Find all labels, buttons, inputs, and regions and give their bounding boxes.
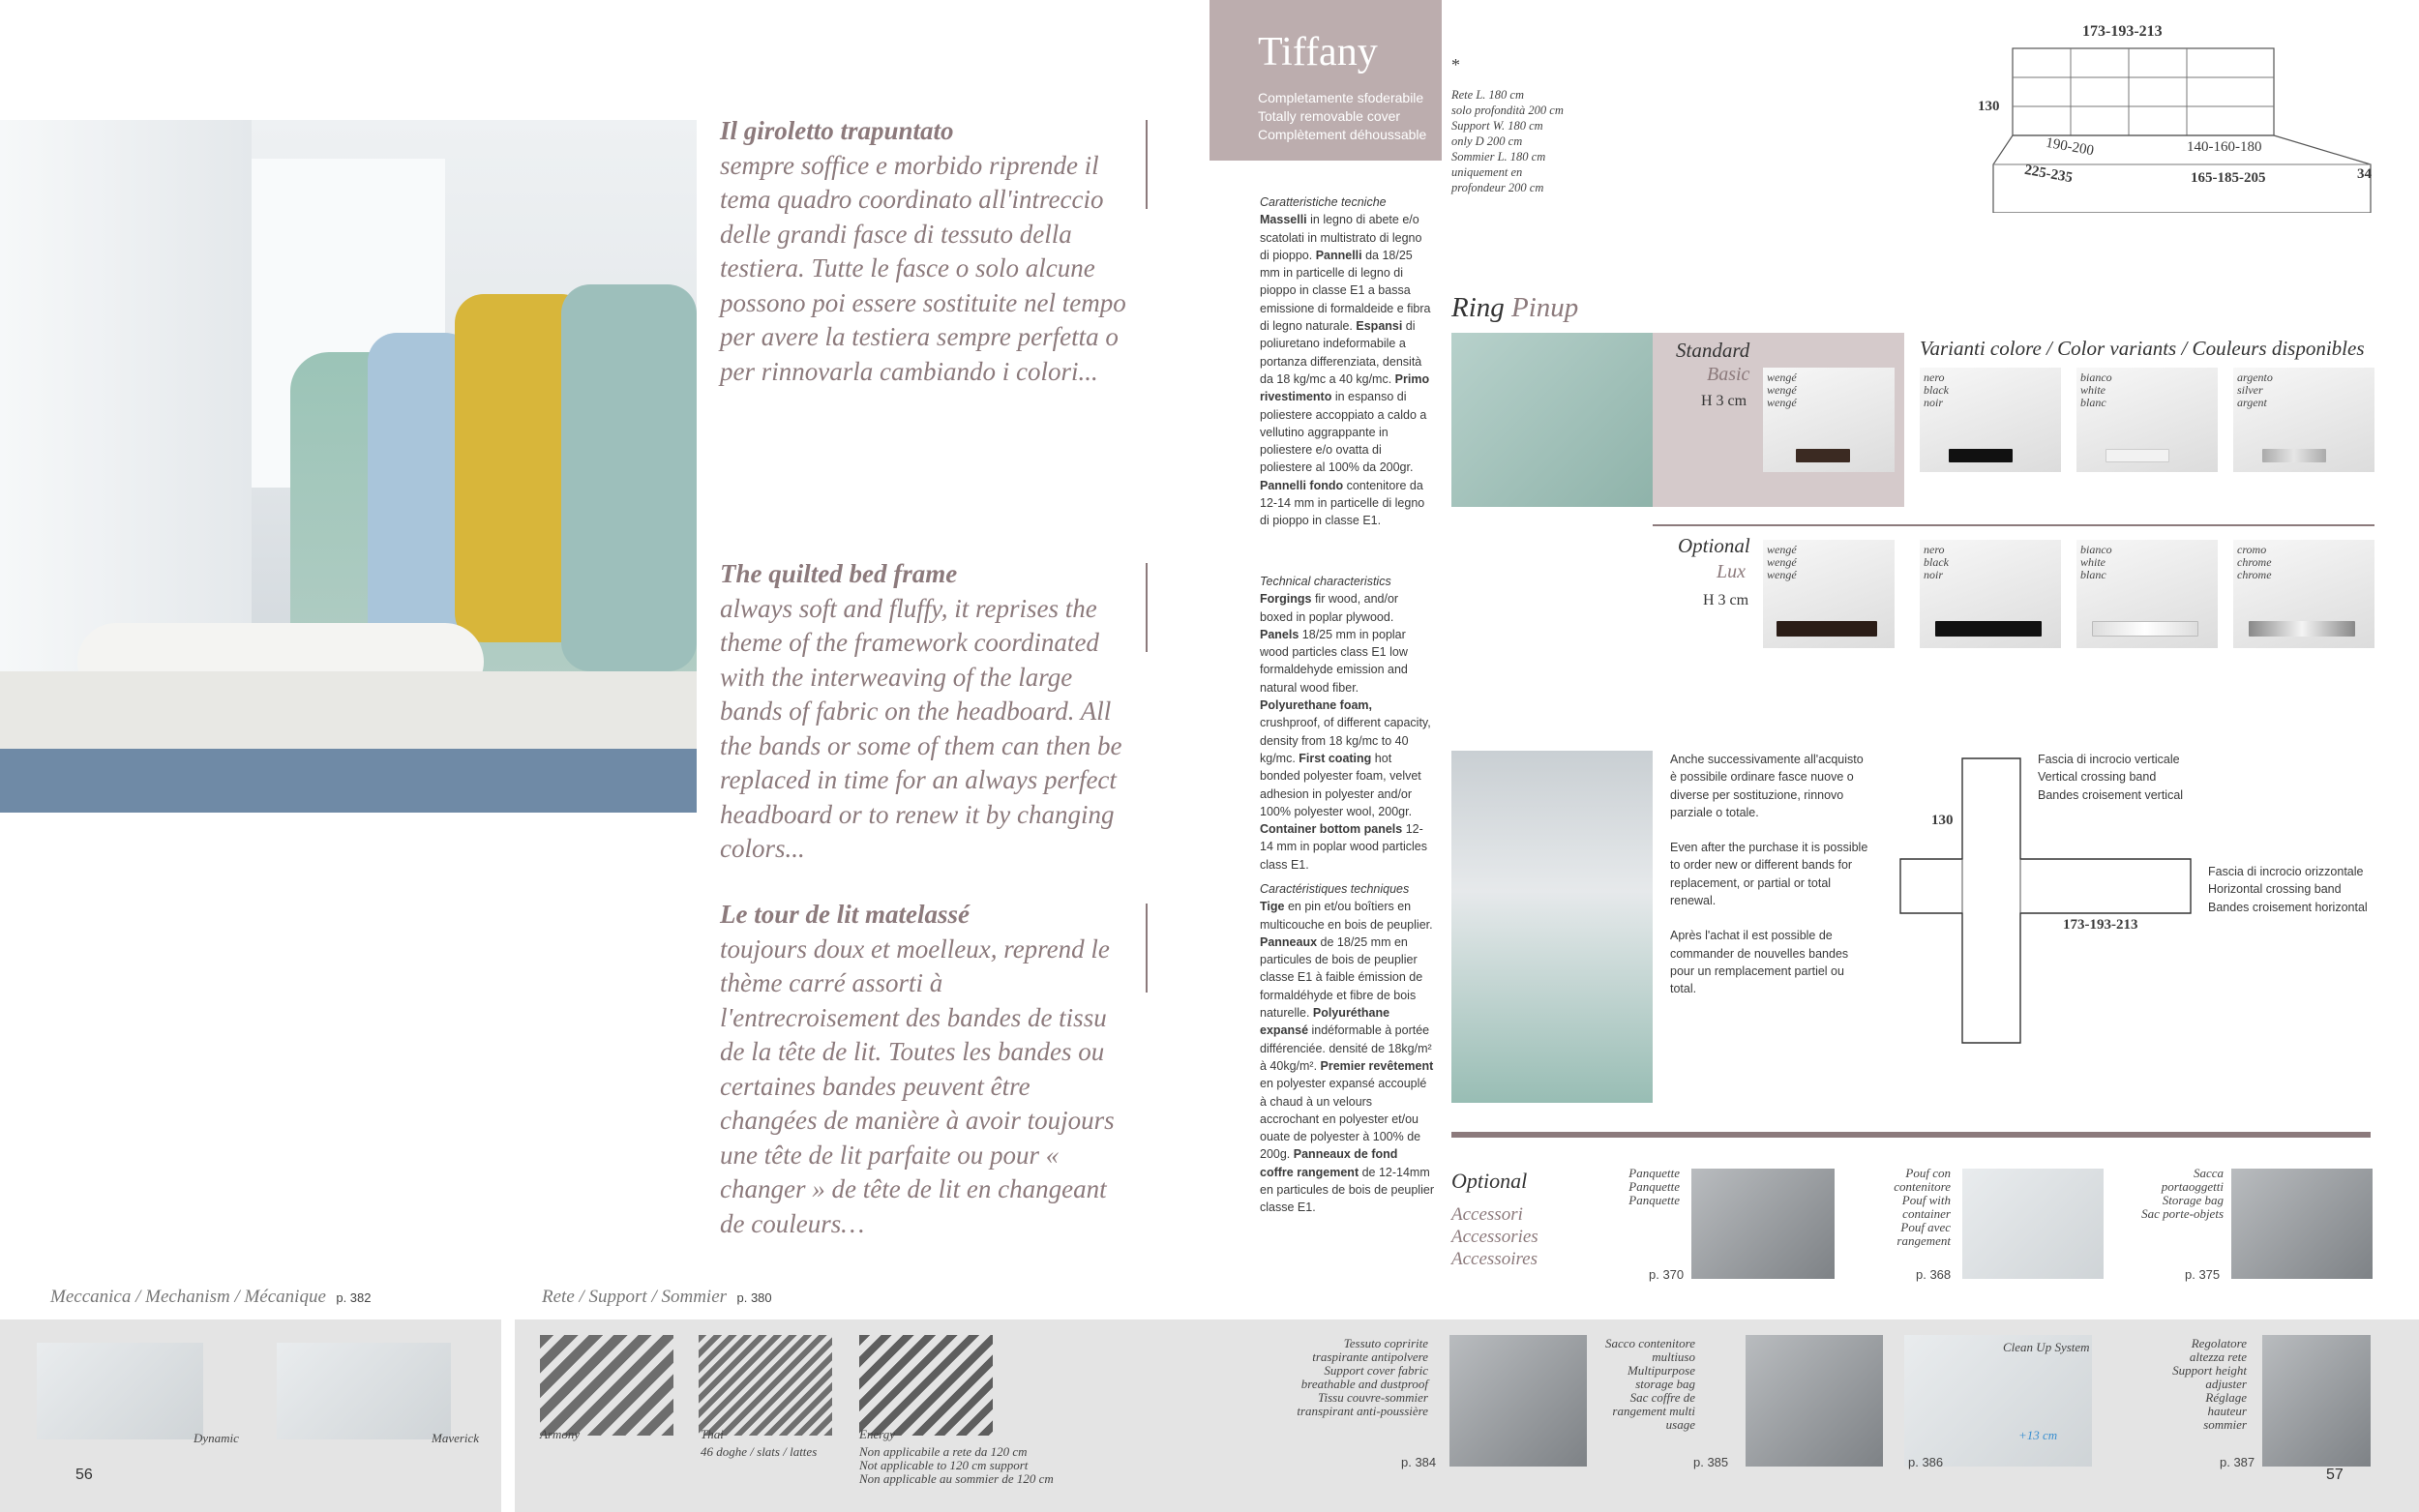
accessories-label: Accessori Accessories Accessoires: [1451, 1204, 1538, 1269]
intro-italian-body: sempre soffice e morbido riprende il tema quadro coordinato all'intreccio delle grandi fasce di tessuto della testiera. Tutte le fasce o solo alcune possono poi essere sostituite nel tempo per avere la testiera sempre perfetta o per rinnovarla cambiando i colori...: [720, 150, 1126, 386]
accessories-optional-label: Optional: [1451, 1169, 1528, 1193]
cross-height-label: 130: [1931, 813, 1954, 828]
mechanism-panel: [0, 1319, 501, 1512]
clean-up-system-image: [1904, 1335, 2092, 1467]
optional-swatch-chrome[interactable]: [2233, 540, 2374, 648]
removable-lines: [1258, 89, 1426, 144]
ring-pinup-photo: [1451, 333, 1653, 507]
panquette-image: [1691, 1169, 1835, 1279]
ring-model: Pinup: [1511, 292, 1579, 323]
intro-italian-title: Il giroletto trapuntato: [720, 116, 954, 145]
height-adjuster-caption: Regolatore altezza rete Support height adjuster Réglage hauteur sommier: [2172, 1336, 2247, 1432]
divider-line: [1146, 120, 1148, 209]
optional-label: Optional: [1678, 534, 1750, 557]
swatch-label: argento silver argent: [2237, 371, 2273, 409]
tech-french: [1260, 880, 1434, 1217]
optional-height: H 3 cm: [1703, 592, 1749, 608]
optional-swatch-white[interactable]: [2076, 540, 2218, 648]
mechanism-heading: [50, 1287, 372, 1308]
tech-italian-body: Masselli in legno di abete e/o scatolati in multistrato di legno di pioppo. Pannelli da 18/25 mm in particelle di legno di pioppo in classe E1 a bassa emissione di formaldeide e fibra di legno naturale. Espansi di poliuretano indeformabile a portanza differenziata, densità da 18 kg/mc a 40 kg/mc. Primo rivestimento in espanso di poliestere accoppiato a caldo a vellutino aggrappante in poliestere e/o ovatta di poliestere al 100% da 200gr. Pannelli fondo contenitore da 12-14 mm in particelle di legno di pioppo in classe E1.: [1260, 213, 1431, 528]
standard-type: Basic: [1707, 364, 1750, 385]
clean-up-page: p. 386: [1908, 1455, 1944, 1469]
swatch-label: bianco white blanc: [2080, 543, 2112, 581]
energy-slats-image: [859, 1335, 993, 1436]
energy-label: Energy: [859, 1427, 896, 1441]
support-cover-page: p. 384: [1401, 1455, 1437, 1469]
divider-line: [1146, 904, 1148, 993]
ring-label: Ring: [1451, 292, 1505, 323]
optional-type: Lux: [1717, 561, 1746, 582]
tech-french-body: Tige en pin et/ou boîtiers en multicouche en bois de peuplier. Panneaux de 18/25 mm en particules de bois de peuplier classe E1 à faible émission de formaldéhyde et fibre de bois naturelle. Polyuréthane expansé indéformable à portée différenciée. densité de 18kg/m² à 40kg/m². Premier revêtement en polyester expansé accouplé à chaud à un velours accrochant en polyester et/ou ouate de polyester à 100% de 200g. Panneaux de fond coffre rangement de 12-14mm en particules de bois de peuplier classe E1.: [1260, 900, 1434, 1215]
horizontal-band-label: Fascia di incrocio orizzontale Horizontal crossing band Bandes croisement horizontal: [2208, 865, 2368, 914]
support-heading-text: Rete / Support / Sommier: [542, 1287, 728, 1307]
support-cover-caption: Tessuto copririte traspirante antipolvere Support cover fabric breathable and dustproof Tissu couvre-sommier transpirant anti-poussière: [1297, 1336, 1428, 1418]
maverick-label: Maverick: [432, 1431, 480, 1445]
storage-sack-caption: Sacca portaoggetti Storage bag Sac porte-objets: [2141, 1166, 2224, 1221]
support-heading: [542, 1287, 772, 1308]
replacement-text-fr: Après l'achat il est possible de commander de nouvelles bandes pour un remplacement partiel ou total.: [1670, 929, 1849, 996]
replacement-text: [1670, 751, 1869, 998]
removable-fr: Complètement déhoussable: [1258, 127, 1427, 142]
energy-note: Non applicabile a rete da 120 cm Not applicable to 120 cm support Non applicable au sommier de 120 cm: [859, 1444, 1054, 1486]
panquette-page: p. 370: [1649, 1267, 1685, 1282]
clean-up-measure: +13 cm: [2018, 1428, 2058, 1442]
standard-swatch-silver[interactable]: [2233, 368, 2374, 472]
removable-it: Completamente sfoderabile: [1258, 90, 1424, 105]
storage-bag-image: [1746, 1335, 1883, 1467]
optional-divider: [1653, 524, 2374, 526]
pouf-caption: Pouf con contenitore Pouf with container Pouf avec rangement: [1894, 1166, 1951, 1248]
tech-italian-heading: Caratteristiche tecniche: [1260, 195, 1387, 209]
support-page-ref: p. 380: [736, 1290, 772, 1305]
bed-dimension-drawing: [1974, 19, 2380, 213]
clean-up-system-label: Clean Up System: [2003, 1340, 2090, 1354]
ring-heading: [1451, 292, 1578, 324]
accessories-divider: [1451, 1132, 2371, 1138]
variants-heading: Varianti colore / Color variants / Couleurs disponibles: [1920, 337, 2365, 360]
storage-bag-caption: Sacco contenitore multiuso Multipurpose storage bag Sac coffre de rangement multi usage: [1604, 1336, 1695, 1432]
dim-frame-height: 34: [2357, 166, 2372, 182]
tech-english-heading: Technical characteristics: [1260, 575, 1391, 588]
standard-label: Standard: [1676, 339, 1750, 362]
intro-french: [720, 898, 1126, 1241]
maverick-mechanism-image: [277, 1343, 451, 1439]
swatch-label: nero black noir: [1924, 543, 1949, 581]
swatch-label: cromo chrome chrome: [2237, 543, 2272, 581]
asterisk-note: * Rete L. 180 cm solo profondità 200 cm Support W. 180 cm only D 200 cm Sommier L. 180 cm uniquement en profondeur 200 cm: [1451, 43, 1587, 211]
mechanism-heading-text: Meccanica / Mechanism / Mécanique: [50, 1287, 326, 1307]
tech-english-body: Forgings fir wood, and/or boxed in poplar plywood. Panels 18/25 mm in poplar wood particles class E1 low formaldehyde emission and natural wood fiber. Polyurethane foam, crushproof, of different capacity, density from 18 kg/mc to 40 kg/mc. First coating hot bonded polyester foam, velvet adhesion in polyester and/or 100% polyester wool, 200gr. Container bottom panels 12-14 mm in poplar wood particles class E1.: [1260, 592, 1431, 872]
dim-depth-bed: 190-200: [2045, 134, 2096, 160]
dim-width-total: 165-185-205: [2191, 170, 2266, 186]
swatch-label: nero black noir: [1924, 371, 1949, 409]
dim-mattress: 140-160-180: [2187, 139, 2262, 155]
page-number-left: 56: [75, 1467, 93, 1483]
page-number-right: 57: [2326, 1467, 2344, 1483]
intro-english-body: always soft and fluffy, it reprises the theme of the framework coordinated with the interweaving of the large bands of fabric on the headboard. All the bands or some of them can then be replaced in time for an always perfect headboard or to renew it by changing colors...: [720, 593, 1122, 863]
asterisk-note-text: Rete L. 180 cm solo profondità 200 cm Support W. 180 cm only D 200 cm Sommier L. 180 cm uniquement en profondeur 200 cm: [1451, 88, 1564, 194]
thai-note: 46 doghe / slats / lattes: [701, 1444, 818, 1459]
intro-italian: [720, 114, 1126, 389]
dim-height: 130: [1978, 99, 2000, 114]
pouf-image: [1962, 1169, 2104, 1279]
divider-line: [1146, 563, 1148, 652]
replacement-text-it: Anche successivamente all'acquisto è possibile ordinare fasce nuove o diverse per sostituzione, rinnovo parziale o totale.: [1670, 753, 1864, 819]
mechanism-page-ref: p. 382: [336, 1290, 372, 1305]
removable-en: Totally removable cover: [1258, 108, 1401, 124]
optional-swatch-wenge[interactable]: [1763, 540, 1895, 648]
tech-italian: [1260, 193, 1434, 530]
standard-swatch-black[interactable]: [1920, 368, 2061, 472]
standard-swatch-white[interactable]: [2076, 368, 2218, 472]
thai-slats-image: [699, 1335, 832, 1436]
height-adjuster-page: p. 387: [2220, 1455, 2255, 1469]
storage-sack-page: p. 375: [2185, 1267, 2221, 1282]
optional-swatch-black[interactable]: [1920, 540, 2061, 648]
replacement-text-en: Even after the purchase it is possible to order new or different bands for replacement, or partial or total renewal.: [1670, 841, 1868, 908]
tech-english: [1260, 573, 1434, 874]
band-replacement-photo: [1451, 751, 1653, 1103]
cross-width-label: 173-193-213: [2063, 917, 2138, 933]
height-adjuster-image: [2262, 1335, 2371, 1467]
intro-english: [720, 557, 1126, 867]
panquette-caption: Panquette Panquette Panquette: [1628, 1166, 1680, 1207]
vertical-band-label: Fascia di incrocio verticale Vertical crossing band Bandes croisement vertical: [2038, 753, 2184, 802]
storage-sack-image: [2231, 1169, 2373, 1279]
intro-french-title: Le tour de lit matelassé: [720, 900, 970, 929]
tech-french-heading: Caractéristiques techniques: [1260, 882, 1410, 896]
armony-label: Armony: [540, 1427, 581, 1441]
support-cover-image: [1449, 1335, 1587, 1467]
thai-label: Thai: [701, 1427, 724, 1441]
dim-depth-total: 225-235: [2023, 162, 2075, 187]
armony-slats-image: [540, 1335, 673, 1436]
product-title: Tiffany: [1258, 30, 1378, 74]
swatch-label: bianco white blanc: [2080, 371, 2112, 409]
bed-hero-photo: [0, 120, 697, 813]
standard-height: H 3 cm: [1701, 393, 1747, 409]
dynamic-label: Dynamic: [194, 1431, 239, 1445]
dynamic-mechanism-image: [37, 1343, 203, 1439]
swatch-label: wengé wengé wengé: [1767, 371, 1797, 409]
dim-width: 173-193-213: [2082, 23, 2163, 40]
swatch-label: wengé wengé wengé: [1767, 543, 1797, 581]
intro-french-body: toujours doux et moelleux, reprend le thème carré assorti à l'entrecroisement des bandes de tissu de la tête de lit. Toutes les bandes ou certaines bandes peuvent être changées de manière à avoir toujours une tête de lit parfaite ou pour « changer » de tête de lit en changeant de couleurs…: [720, 934, 1115, 1238]
intro-english-title: The quilted bed frame: [720, 559, 958, 588]
support-panel: [515, 1319, 2419, 1512]
title-block: [1210, 0, 1442, 161]
standard-swatch-wenge[interactable]: [1763, 368, 1895, 472]
bed-sketch-svg: [1974, 19, 2380, 213]
pouf-page: p. 368: [1916, 1267, 1952, 1282]
storage-bag-page: p. 385: [1693, 1455, 1729, 1469]
